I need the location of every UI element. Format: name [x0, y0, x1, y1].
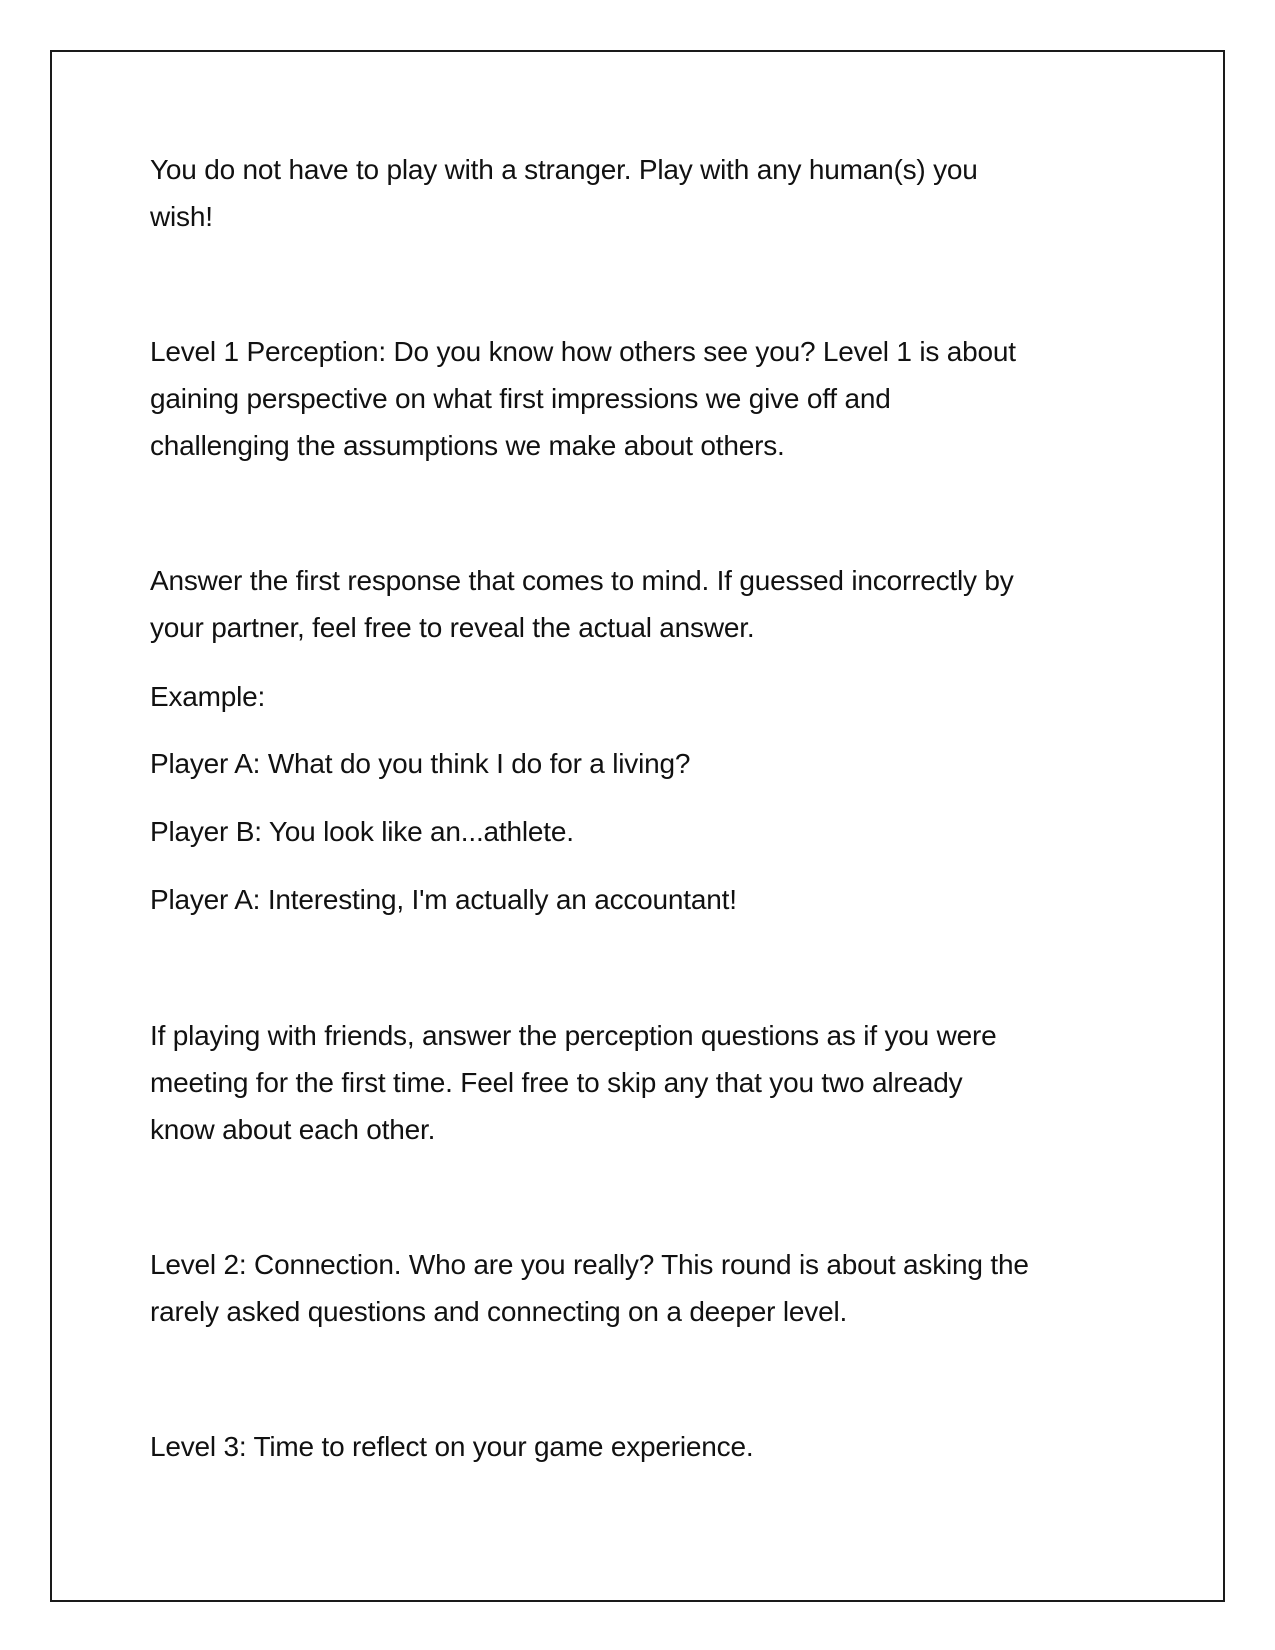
text-line: Answer the first response that comes to mind. If guessed incorrectly by [150, 565, 1014, 596]
document-body [150, 0, 1130, 1650]
intro-paragraph [150, 146, 1130, 240]
text-line: your partner, feel free to reveal the actual answer. [150, 612, 755, 643]
text-line: challenging the assumptions we make about others. [150, 430, 785, 461]
level1-paragraph [150, 328, 1130, 469]
text-line: Player A: Interesting, I'm actually an accountant! [150, 884, 737, 915]
text-line: Level 1 Perception: Do you know how others see you? Level 1 is about [150, 336, 1016, 367]
text-line: Level 2: Connection. Who are you really? This round is about asking the [150, 1249, 1029, 1280]
text-line: know about each other. [150, 1114, 436, 1145]
text-line: wish! [150, 201, 213, 232]
text-line: Player B: You look like an...athlete. [150, 816, 574, 847]
example-line-3 [150, 876, 1130, 923]
example-line-1 [150, 740, 1130, 787]
text-line: Player A: What do you think I do for a living? [150, 748, 691, 779]
text-line: If playing with friends, answer the perception questions as if you were [150, 1020, 997, 1051]
text-line: Example: [150, 681, 266, 712]
text-line: rarely asked questions and connecting on a deeper level. [150, 1296, 848, 1327]
friends-paragraph [150, 1012, 1130, 1153]
text-line: Level 3: Time to reflect on your game experience. [150, 1431, 754, 1462]
text-line: You do not have to play with a stranger. Play with any human(s) you [150, 154, 978, 185]
text-line: meeting for the first time. Feel free to skip any that you two already [150, 1067, 963, 1098]
instruction-paragraph [150, 557, 1130, 651]
text-line: gaining perspective on what first impressions we give off and [150, 383, 891, 414]
example-label [150, 673, 1130, 720]
level2-paragraph [150, 1241, 1130, 1335]
level3-paragraph [150, 1423, 1130, 1470]
example-line-2 [150, 808, 1130, 855]
